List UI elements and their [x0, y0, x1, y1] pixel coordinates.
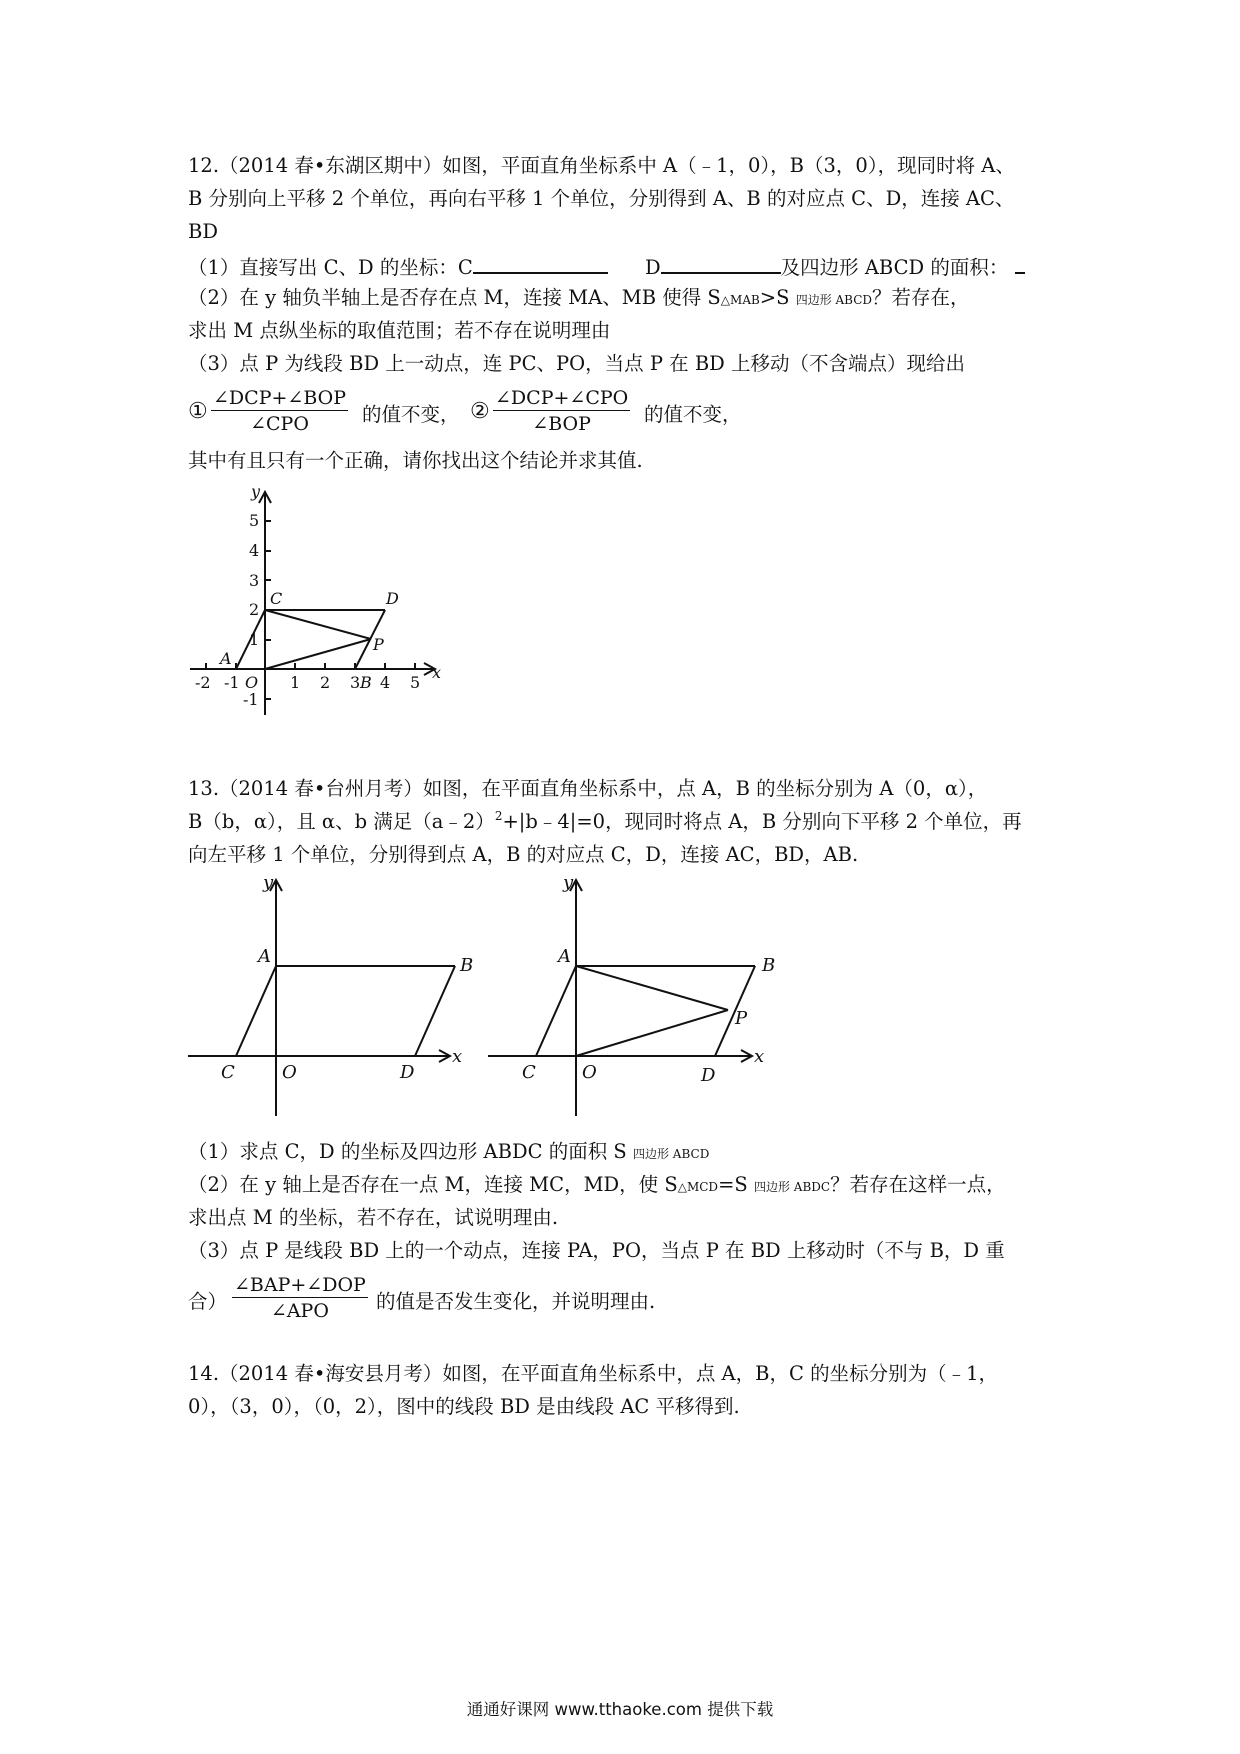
fig1-y-tick-2: 2	[249, 600, 260, 619]
fig1-x-tick-1: 1	[290, 673, 301, 692]
fig1-x-tick-2: 2	[320, 673, 331, 692]
fig1-y-arrow	[259, 492, 271, 503]
fig3-y-label: y	[563, 872, 574, 893]
fig2-point-a: A	[258, 946, 271, 967]
q12-part1	[188, 252, 1025, 281]
fig2-y-label: y	[263, 872, 274, 893]
fraction-3-suffix: 的值是否发生变化，并说明理由.	[376, 1290, 656, 1313]
fig2-origin-label: O	[282, 1062, 297, 1083]
answer-blank-d	[661, 252, 781, 274]
fig3-point-p: P	[735, 1008, 748, 1029]
q12-part2-text-a: （2）在 y 轴负半轴上是否存在点 M，连接 MA、MB 使得 S	[188, 286, 721, 309]
fig1-y-tick-1: 1	[249, 630, 260, 649]
fig3-segment-ap	[576, 966, 728, 1010]
q12-line1: 12.（2014 春•东湖区期中）如图，平面直角坐标系中 A（﹣1，0），B（3，0），现同时将 A、	[188, 154, 1015, 177]
q13-part2-text-a: （2）在 y 轴上是否存在一点 M，连接 MC，MD，使 S	[188, 1173, 678, 1196]
fig1-x-tick-5: 5	[410, 673, 421, 692]
q12-part2-text-b: >S	[759, 286, 790, 309]
q12-part2-sub2: 四边形 ABCD	[795, 293, 873, 307]
fraction-1-numerator: ∠DCP+∠BOP	[213, 387, 346, 409]
q13-line2-superscript: 2	[494, 809, 503, 823]
q13-line2	[188, 809, 1022, 837]
fig1-point-d: D	[386, 589, 399, 608]
fig1-segment-ac	[236, 610, 265, 669]
q12-part2-text-c: ？若存在，	[872, 286, 970, 309]
q12-part2	[188, 285, 970, 313]
fig1-x-tick-3: 3	[350, 673, 361, 692]
fig1-origin-label: O	[245, 673, 259, 692]
fig1-x-tick-neg1: -1	[224, 673, 240, 692]
fig3-point-d: D	[701, 1065, 716, 1086]
q13-part2	[188, 1172, 1006, 1200]
fraction-2-numerator: ∠DCP+∠CPO	[495, 387, 629, 409]
q13-line2-text-b: +|b﹣4|=0，现同时将点 A，B 分别向下平移 2 个单位，再	[502, 810, 1022, 833]
fig1-x-tick-neg2: -2	[195, 673, 211, 692]
q12-part2-line2: 求出 M 点纵坐标的取值范围；若不存在说明理由	[188, 319, 611, 342]
q13-part1	[188, 1139, 709, 1167]
q13-part3-line1: （3）点 P 是线段 BD 上的一个动点，连接 PA，PO，当点 P 在 BD 上移动时（不与 B，D 重	[188, 1239, 1005, 1262]
fig2-segment-ac	[236, 966, 276, 1056]
q13-part2-text-c: ？若存在这样一点，	[830, 1173, 1006, 1196]
q12-part1-text-a: （1）直接写出 C、D 的坐标：C	[188, 256, 473, 279]
fig3-segment-ac	[536, 966, 576, 1056]
q12-part3: （3）点 P 为线段 BD 上一动点，连 PC、PO，当点 P 在 BD 上移动（不含端点）现给出	[188, 352, 966, 375]
fig2-point-b: B	[460, 955, 474, 976]
fig1-segment-op	[265, 639, 371, 669]
fig1-x-tick-4: 4	[380, 673, 391, 692]
q13-part3-prefix: 合）	[188, 1290, 228, 1313]
fig1-point-p: P	[373, 635, 384, 654]
circled-two: ②	[470, 399, 490, 424]
fig2-x-arrow	[439, 1050, 450, 1062]
page-footer: 通通好课网 www.tthaoke.com 提供下载	[466, 1700, 774, 1719]
fig3-y-arrow	[570, 880, 582, 891]
fig3-point-b: B	[762, 955, 776, 976]
circled-one: ①	[188, 399, 208, 424]
fraction-3-denominator: ∠APO	[270, 1300, 329, 1322]
fig1-segment-cp	[265, 610, 371, 639]
fig2-point-c: C	[221, 1062, 235, 1083]
fig1-x-label: x	[432, 663, 442, 682]
fig3-point-a: A	[558, 946, 571, 967]
fig3-point-c: C	[522, 1062, 536, 1083]
q12-line3: BD	[188, 220, 218, 243]
q13-line3: 向左平移 1 个单位，分别得到点 A，B 的对应点 C，D，连接 AC，BD，AB.	[188, 843, 859, 866]
q13-line2-text-a: B（b，α），且 α、b 满足（a﹣2）	[188, 810, 495, 833]
fig1-y-tick-5: 5	[249, 511, 260, 530]
fig1-y-tick-3: 3	[249, 571, 260, 590]
fig1-point-a: A	[220, 649, 232, 668]
fig3-x-label: x	[754, 1046, 765, 1067]
q13-part1-sub: 四边形 ABCD	[632, 1147, 710, 1161]
fraction-1	[211, 386, 348, 437]
fig3-segment-bd	[715, 966, 755, 1056]
q13-part2-sub1: △MCD	[677, 1180, 719, 1194]
fig2-x-label: x	[452, 1046, 463, 1067]
fig1-point-b: B	[360, 673, 372, 692]
q12-part2-sub1: △MAB	[720, 293, 760, 307]
fig2-segment-bd	[415, 966, 455, 1056]
q12-part1-text-b: D	[644, 256, 661, 279]
fig2-y-arrow	[270, 880, 282, 891]
fraction-2-suffix: 的值不变，	[644, 403, 742, 426]
q12-line2: B 分别向上平移 2 个单位，再向右平移 1 个单位，分别得到 A、B 的对应点 C、D，连接 AC、	[188, 187, 1015, 210]
q13-line1: 13.（2014 春•台州月考）如图，在平面直角坐标系中，点 A，B 的坐标分别为 A（0，α），	[188, 777, 988, 800]
fraction-2-denominator: ∠BOP	[532, 413, 591, 435]
fig1-y-tick-neg1: -1	[243, 690, 259, 709]
fig3-x-arrow	[741, 1050, 752, 1062]
q12-part1-text-c: 及四边形 ABCD 的面积：	[780, 256, 1009, 279]
fig1-x-arrow	[424, 663, 435, 675]
fraction-1-denominator: ∠CPO	[250, 413, 309, 435]
fraction-2	[493, 386, 630, 437]
fig1-segment-db	[355, 610, 385, 669]
q13-part2-text-b: =S	[718, 1173, 748, 1196]
q14-line1: 14.（2014 春•海安县月考）如图，在平面直角坐标系中，点 A，B，C 的坐标分别为（﹣1，	[188, 1362, 998, 1385]
fig2-point-d: D	[400, 1062, 415, 1083]
q13-part2-sub2: 四边形 ABDC	[753, 1180, 831, 1194]
fig1-y-label: y	[251, 482, 261, 501]
q13-part2-line2: 求出点 M 的坐标，若不存在，试说明理由.	[188, 1206, 559, 1229]
fraction-3	[232, 1273, 368, 1324]
fraction-1-suffix: 的值不变，	[362, 403, 460, 426]
answer-blank-area	[1015, 252, 1025, 274]
fig1-point-c: C	[270, 589, 283, 608]
q12-part3-end: 其中有且只有一个正确，请你找出这个结论并求其值.	[188, 449, 643, 472]
q14-line2: 0），（3，0），（0，2），图中的线段 BD 是由线段 AC 平移得到.	[188, 1395, 740, 1418]
answer-blank-c	[473, 252, 608, 274]
q13-part1-text: （1）求点 C，D 的坐标及四边形 ABDC 的面积 S	[188, 1140, 627, 1163]
fig3-origin-label: O	[582, 1062, 597, 1083]
fig1-y-tick-4: 4	[249, 541, 260, 560]
fig3-segment-op	[576, 1010, 728, 1056]
fraction-3-numerator: ∠BAP+∠DOP	[234, 1274, 366, 1296]
